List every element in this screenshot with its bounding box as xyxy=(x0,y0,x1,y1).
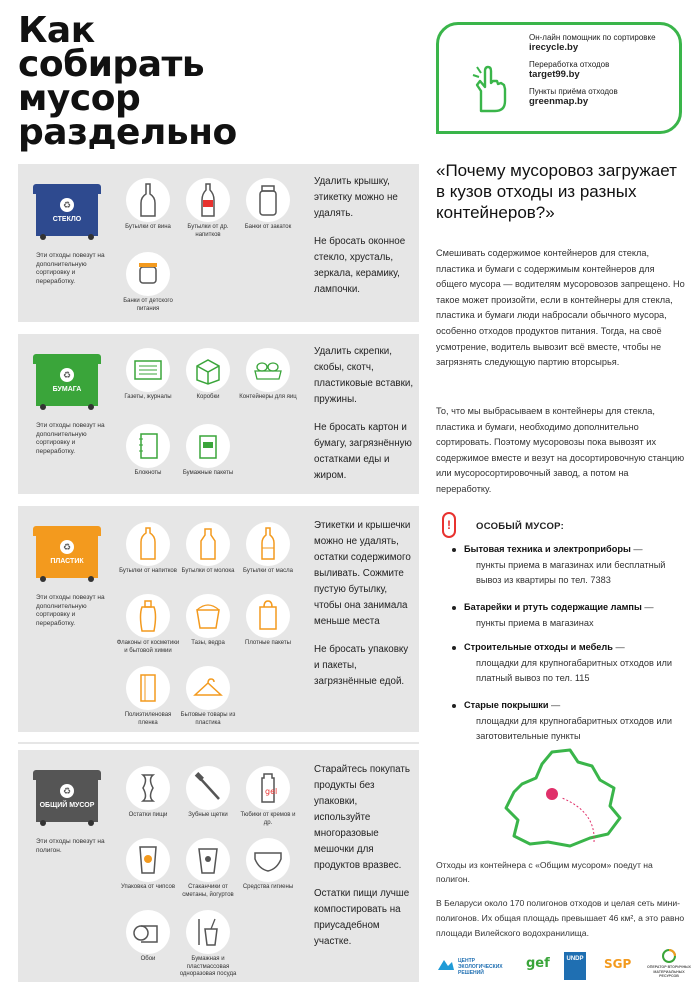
paper-instructions: Удалить скрепки, скобы, скотч, пластиковые вставки, пружины. Не бросать картон и бумагу, загрязнённую остатками еды и жиром. xyxy=(314,346,414,481)
general-bin-icon: ♻ ОБЩИЙ МУСОР xyxy=(36,770,98,824)
plastic-item: Бутылки от напитков xyxy=(116,522,180,576)
glass-panel xyxy=(18,164,419,322)
baby-food-jar-icon xyxy=(133,259,163,289)
general-note: Эти отходы повезут на полигон. xyxy=(36,838,105,854)
plastic-instructions: Этикетки и крышечки можно не удалять, остатки содержимого выливать. Сожмите пустую бутылку, чтобы она занимала меньше места Не бросать упаковку и пакеты, загрязнённые едой. xyxy=(314,520,411,687)
paper-note: Эти отходы повезут на дополнительную сортировку и переработку. xyxy=(36,422,105,455)
plastic-item: Флаконы от косметики и бытовой химии xyxy=(116,594,180,655)
gef-logo: gef xyxy=(526,956,550,971)
paper-item: Блокноты xyxy=(116,424,180,478)
page-title xyxy=(18,10,278,153)
diaper-icon xyxy=(251,845,285,875)
general-item: Упаковка от чипсов xyxy=(116,838,180,892)
glass-item: Банки от детского питания xyxy=(116,252,180,313)
general-item: Обои xyxy=(116,910,180,964)
jar-icon xyxy=(253,182,283,218)
oil-bottle-icon xyxy=(253,526,283,562)
helper-line: Он-лайн помощник по сортировке irecycle.by xyxy=(529,33,673,53)
operator-logo-icon xyxy=(660,948,678,964)
general-item: gel Тюбики от кремов и др. xyxy=(236,766,300,827)
paper-bag-icon xyxy=(193,430,223,462)
box-icon xyxy=(191,354,225,386)
helper-link[interactable]: greenmap.by xyxy=(529,96,589,107)
disposable-tableware-icon xyxy=(191,915,225,949)
yogurt-cup-icon xyxy=(193,843,223,877)
eco-center-logo-icon xyxy=(436,958,456,972)
general-item: Бумажная и пластмассовая одноразовая посуда xyxy=(176,910,240,979)
landfill-fact: В Беларуси около 170 полигонов отходов и целая сеть мини-полигонов. Их общая площадь превышает 46 км², а это равно площади Вилейского водохранилища. xyxy=(436,898,685,938)
paper-item: Газеты, журналы xyxy=(116,348,180,402)
sgp-logo: SGP xyxy=(604,957,632,971)
plastic-panel xyxy=(18,506,419,732)
svg-text:gel: gel xyxy=(265,787,278,796)
soda-bottle-icon xyxy=(193,182,223,218)
title-line: собирать xyxy=(18,44,205,85)
explanation-paragraph: Смешивать содержимое контейнеров для стекла, пластика и бумаги с содержимым контейнеров для общего мусора — водителям мусоровозов запрещено. Но такое может произойти, если в контейнеры для стекла, пластика и бумаги люди набросали обычного мусора, особенно отходов продуктов питания. Тогда, на своё усмотрение, водитель вывозит всё вместе, чтобы не загрязнять следующую партию вторсырья. xyxy=(436,248,685,368)
title-line: мусор xyxy=(18,78,141,119)
tube-icon xyxy=(253,770,283,806)
plastic-note: Эти отходы повезут на дополнительную сортировку и переработку. xyxy=(36,594,105,627)
special-item: Батарейки и ртуть содержащие лампы — пункты приема в магазинах xyxy=(452,600,688,631)
newspaper-icon xyxy=(131,355,165,385)
plastic-item: Бутылки от молока xyxy=(176,522,240,576)
general-item: Стаканчики от сметаны, йогуртов xyxy=(176,838,240,899)
cosmetics-bottle-icon xyxy=(133,598,163,634)
plastic-item: Полиэтиленовая пленка xyxy=(116,666,180,727)
map-caption: Отходы из контейнера с «Общим мусором» поедут на полигон. xyxy=(436,860,653,884)
plastic-bag-icon xyxy=(253,599,283,633)
glass-bin-icon: ♻ СТЕКЛО xyxy=(36,184,98,238)
hanger-icon xyxy=(191,673,225,703)
general-item: Средства гигиены xyxy=(236,838,300,892)
question-heading: «Почему мусоровоз загружает в кузов отходы из разных контейнеров?» xyxy=(436,161,677,222)
milk-bottle-icon xyxy=(193,526,223,562)
exclamation-icon: ! xyxy=(442,512,456,538)
paper-item: Бумажные пакеты xyxy=(176,424,240,478)
explanation-paragraph: То, что мы выбрасываем в контейнеры для стекла, пластика и бумаги, необходимо дополнительно сортировать. Поэтому мусоровозы пока вывозят их содержимое вместе и везут на досортировочную станцию или мусоросортировочный завод, а потом на переработку. xyxy=(436,406,685,494)
chips-bag-icon xyxy=(133,843,163,877)
plastic-item: Плотные пакеты xyxy=(236,594,300,648)
toothbrush-icon xyxy=(191,771,225,805)
wallpaper-icon xyxy=(131,917,165,947)
apple-core-icon xyxy=(133,771,163,805)
helper-line: Переработка отходов target99.by xyxy=(529,60,673,80)
undp-logo: UNDP xyxy=(564,952,586,980)
helper-link[interactable]: target99.by xyxy=(529,69,580,80)
special-item: Бытовая техника и электроприборы — пункты приема в магазинах или бесплатный вывоз из квартиры по тел. 7383 xyxy=(452,542,688,589)
belarus-map-icon xyxy=(500,748,626,854)
general-item: Остатки пищи xyxy=(116,766,180,820)
general-waste-panel xyxy=(18,750,419,982)
glass-item: Бутылки от вина xyxy=(116,178,180,232)
paper-item: Контейнеры для яиц xyxy=(236,348,300,402)
general-instructions: Старайтесь покупать продукты без упаковки, используйте многоразовые мешочки для продуктов вразвес. Остатки пищи лучше компостировать на приусадебном участке. xyxy=(314,764,410,947)
plastic-item: Бутылки от масла xyxy=(236,522,300,576)
general-item: Зубные щетки xyxy=(176,766,240,820)
glass-instructions: Удалить крышку, этикетку можно не удалять. Не бросать оконное стекло, хрусталь, зеркала, керамику, лампочки. xyxy=(314,176,406,295)
helper-line: Пункты приёма отходов greenmap.by xyxy=(529,87,673,107)
plastic-bin-icon: ♻ ПЛАСТИК xyxy=(36,526,98,580)
notebook-icon xyxy=(133,430,163,462)
eco-center-logo: ЦЕНТР ЭКОЛОГИЧЕСКИХ РЕШЕНИЙ xyxy=(458,958,503,976)
plastic-bottle-icon xyxy=(133,526,163,562)
plastic-item: Тазы, ведра xyxy=(176,594,240,648)
film-icon xyxy=(133,671,163,705)
online-helper-box xyxy=(436,22,682,134)
special-waste-heading: ! ОСОБЫЙ МУСОР: xyxy=(436,510,686,544)
special-item: Строительные отходы и мебель — площадки для крупногабаритных отходов или платный вывоз по тел. 115 xyxy=(452,640,688,687)
title-line: раздельно xyxy=(18,112,237,153)
paper-panel xyxy=(18,334,419,494)
wine-bottle-icon xyxy=(133,182,163,218)
helper-link[interactable]: irecycle.by xyxy=(529,42,579,53)
hand-icon xyxy=(471,65,511,115)
glass-item: Бутылки от др. напитков xyxy=(176,178,240,239)
title-line: Как xyxy=(18,10,95,51)
paper-item: Коробки xyxy=(176,348,240,402)
divider xyxy=(18,742,419,744)
glass-item: Банки от закаток xyxy=(236,178,300,232)
paper-bin-icon: ♻ БУМАГА xyxy=(36,354,98,408)
operator-logo: ОПЕРАТОР ВТОРИЧНЫХ МАТЕРИАЛЬНЫХ РЕСУРСОВ xyxy=(646,948,692,979)
glass-note: Эти отходы повезут на дополнительную сортировку и переработку. xyxy=(36,252,105,285)
special-item: Старые покрышки — площадки для крупногабаритных отходов или заготовительные пункты xyxy=(452,698,688,745)
partner-logos xyxy=(436,948,692,984)
bucket-icon xyxy=(191,600,225,632)
egg-carton-icon xyxy=(251,355,285,385)
plastic-item: Бытовые товары из пластика xyxy=(176,666,240,727)
